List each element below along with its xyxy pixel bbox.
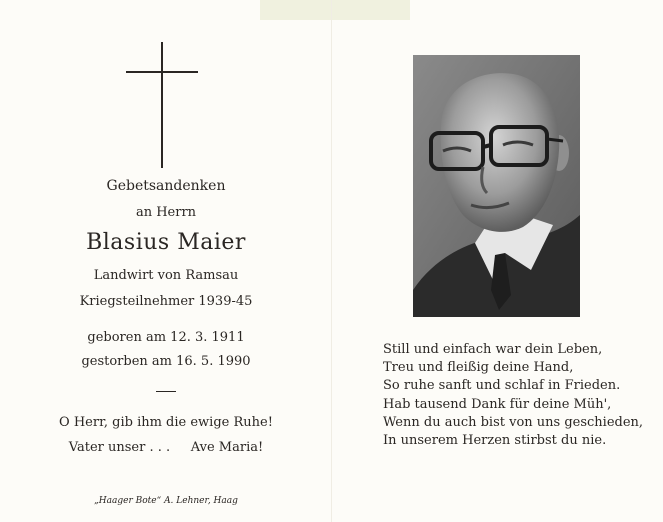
war-service: Kriegsteilnehmer 1939-45	[79, 294, 253, 309]
birth-date: geboren am 12. 3. 1911	[87, 330, 245, 345]
poem-line-2: Treu und fleißig deine Hand,	[383, 360, 574, 376]
poem-line-6: In unserem Herzen stirbst du nie.	[383, 433, 607, 449]
poem-line-3: So ruhe sanft und schlaf in Frieden.	[383, 378, 621, 394]
poem-line-1: Still und einfach war dein Leben,	[383, 342, 603, 357]
poem-line-5: Wenn du auch bist von uns geschieden,	[383, 414, 644, 430]
tape-strip	[260, 0, 410, 20]
poem-line-4: Hab tausend Dank für deine Müh',	[383, 396, 612, 412]
heading: Gebetsandenken	[106, 178, 226, 194]
fold-crease	[331, 0, 332, 522]
occupation: Landwirt von Ramsau	[93, 268, 239, 283]
cross-icon-bar	[126, 71, 198, 73]
printer-credit	[40, 496, 292, 506]
deceased-name: Blasius Maier	[86, 230, 246, 255]
death-date: gestorben am 16. 5. 1990	[81, 354, 251, 369]
salutation: an Herrn	[135, 205, 197, 220]
cross-icon	[161, 42, 163, 168]
poem	[383, 341, 653, 450]
portrait-photo	[413, 55, 580, 317]
prayer-line-1: O Herr, gib ihm die ewige Ruhe!	[59, 415, 273, 430]
printer-location: A. Lehner, Haag	[164, 496, 238, 506]
printer-name: „Haager Bote“	[94, 496, 162, 506]
separator-dash	[156, 391, 176, 392]
prayer-line-2: Vater unser . . . Ave Maria!	[68, 440, 264, 455]
